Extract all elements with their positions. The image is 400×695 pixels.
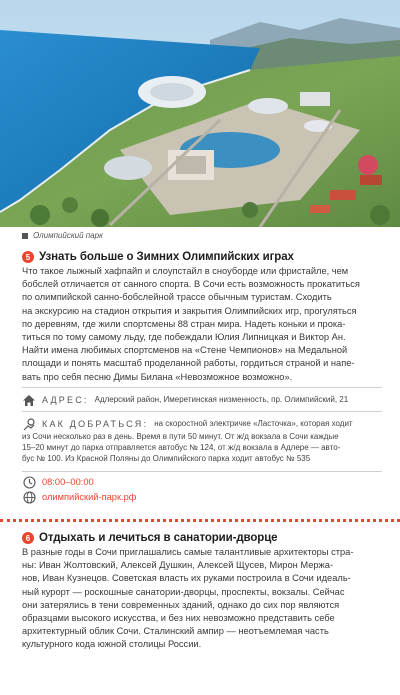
home-icon: [22, 393, 36, 407]
section-6-body: [22, 546, 382, 652]
opening-hours: 08:00–00:00: [42, 477, 94, 487]
body-line: архитектурный облик Сочи. Сталинский ампир — неотъемлемая часть: [22, 626, 329, 637]
address-value: Адлерский район, Имеретинская низменность, пр. Олимпийский, 21: [94, 395, 349, 405]
info-divider: [22, 387, 382, 388]
body-line: ный курорт — роскошные санатории-дворцы, проспекты, вокзалы. Сейчас: [22, 586, 345, 597]
section-5-header: [22, 251, 382, 263]
body-line: ны: Иван Жолтовский, Алексей Душкин, Алексей Щусев, Мирон Мержа-: [22, 560, 334, 571]
section-5: [22, 251, 382, 384]
route-label: КАК ДОБРАТЬСЯ:: [42, 419, 149, 429]
body-line: Найти имена любимых спортсменов на «Стене Чемпионов» на Медальной: [22, 345, 348, 356]
website-link[interactable]: олимпийский-парк.рф: [42, 492, 137, 502]
section-6-title: Отдыхать и лечиться в санатории-дворце: [39, 532, 278, 544]
section-5-title: Узнать больше о Зимних Олимпийских играх: [39, 251, 294, 263]
body-line: по олимпийской санно-бобслейной трассе обычным туристам. Сходить: [22, 292, 332, 303]
globe-icon: [22, 490, 36, 504]
body-line: по деревням, где жили спортсмены 88 стран мира. Надеть коньки и прока-: [22, 318, 346, 329]
section-number-badge: 6: [22, 532, 34, 544]
body-line: вать про себя песню Димы Билана «Невозможное возможно».: [22, 371, 293, 382]
body-line: образцами высокого искусства, и без них невозможно представить себе: [22, 613, 335, 624]
body-line: Что такое лыжный хафпайп и слоупстайл в сноуборде или фристайле, чем: [22, 266, 349, 276]
route-line: 15–20 минут до парка отправляется автобус № 124, от ж/д вокзала в Адлере — авто-: [22, 443, 341, 453]
section-6: [22, 532, 382, 652]
route-line: из Сочи несколько раз в день. Время в пути 50 минут. От ж/д вокзала в Сочи каждые: [22, 432, 339, 441]
body-line: В разные годы в Сочи приглашались самые талантливые архитекторы стра-: [22, 547, 354, 557]
body-line: титься по тому самому льду, где побеждали Юлия Липницкая и Виктор Ан.: [22, 332, 346, 343]
hours-row: [22, 475, 382, 489]
body-line: бобслей отличается от санного спорта. В Сочи есть возможность прокатиться: [22, 279, 360, 290]
route-details: [22, 431, 382, 465]
olympic-park-aerial-image: [0, 0, 400, 227]
route-first-line: на скоростной электричке «Ласточка», которая ходит: [154, 419, 353, 429]
caption-text: Олимпийский парк: [33, 231, 103, 240]
website-row: [22, 490, 382, 504]
photo-caption: [22, 231, 103, 240]
body-line: на экскурсию на стадион открытия и закрытия Олимпийских игр, прогуляться: [22, 305, 357, 316]
section-number-badge: 5: [22, 251, 34, 263]
section-6-header: [22, 532, 382, 544]
route-pin-icon: [22, 417, 36, 431]
address-row: [22, 393, 382, 407]
section-5-body: [22, 265, 382, 384]
body-line: они затерялись в тени современных зданий, однако до сих пор являются: [22, 599, 340, 610]
address-label: АДРЕС:: [42, 395, 89, 405]
body-line: площади и понять масштаб проделанной работы, гордиться страной и напе-: [22, 358, 355, 369]
info-divider: [22, 471, 382, 472]
info-divider: [22, 411, 382, 412]
caption-square-icon: [22, 233, 28, 239]
body-line: нов, Иван Кузнецов. Советская власть их руками построила в Сочи идеаль-: [22, 573, 351, 584]
route-row: [22, 417, 382, 465]
body-line: культурного кода южной столицы России.: [22, 639, 202, 650]
section-dotted-divider: [0, 519, 400, 522]
olympic-park-photo: [0, 0, 400, 227]
clock-icon: [22, 475, 36, 489]
route-line: бус № 100. Из Красной Поляны до Олимпийского парка ходит автобус № 535: [22, 454, 311, 464]
